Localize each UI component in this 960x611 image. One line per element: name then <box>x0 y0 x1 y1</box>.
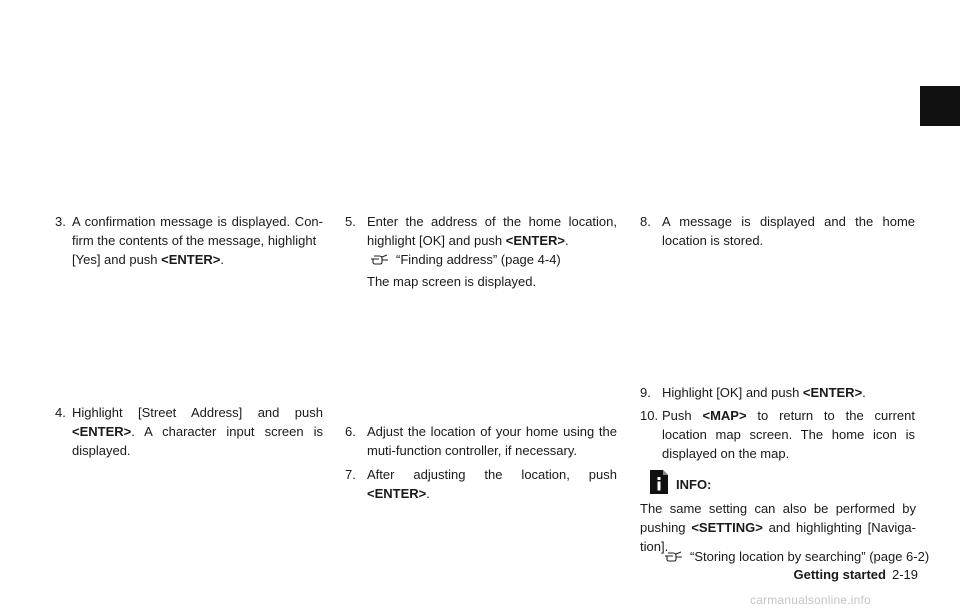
step-6 <box>345 422 617 460</box>
step-5 <box>345 212 617 250</box>
step-text: A message is displayed and the home <box>662 214 915 229</box>
step-text: Highlight [Street Address] and push <box>72 405 323 420</box>
step-text: Enter the address of the home location, <box>367 214 617 229</box>
step-text: Push <box>662 408 703 423</box>
step-text: [Yes] and push <box>72 252 162 267</box>
step-number: 8. <box>640 214 651 229</box>
watermark: carmanualsonline.info <box>750 593 871 607</box>
info-text: The same setting can also be performed by <box>640 501 916 516</box>
step-text: . <box>862 385 866 400</box>
enter-key-label: <ENTER> <box>161 252 221 267</box>
step-4 <box>55 403 323 460</box>
enter-key-label: <ENTER> <box>72 424 132 439</box>
chapter-tab <box>920 86 960 126</box>
page-number: 2-19 <box>891 567 918 582</box>
page-reference-text: “Storing location by searching” (page 6-2) <box>690 549 930 564</box>
step-text: A confirmation message is displayed. Con- <box>72 214 323 229</box>
step-text: location map screen. The home icon is <box>662 427 915 442</box>
step-text: firm the contents of the message, highlight <box>72 233 317 248</box>
step-text: highlight [OK] and push <box>367 233 506 248</box>
setting-key-label: <SETTING> <box>691 520 763 535</box>
page-footer <box>794 565 919 584</box>
step-text: displayed. <box>72 443 131 458</box>
section-title: Getting started <box>793 567 886 582</box>
step-3 <box>55 212 323 269</box>
step-number: 9. <box>640 385 651 400</box>
step-number: 5. <box>345 214 356 229</box>
step-10 <box>640 406 915 463</box>
page-reference[interactable] <box>370 250 561 269</box>
step-text: . <box>220 252 225 267</box>
step-9 <box>640 383 915 402</box>
enter-key-label: <ENTER> <box>802 385 863 400</box>
enter-key-label: <ENTER> <box>367 486 427 501</box>
step-text: . <box>565 233 569 248</box>
info-text: and highlighting [Naviga- <box>762 520 916 535</box>
step-text: to return to the current <box>746 408 915 423</box>
step-text: . A character input screen is <box>131 424 323 439</box>
info-text: tion]. <box>640 539 669 554</box>
step-number: 10. <box>640 408 659 423</box>
step-number: 7. <box>345 467 356 482</box>
info-text: pushing <box>640 520 692 535</box>
info-icon <box>650 470 668 494</box>
page-reference-text: “Finding address” (page 4-4) <box>396 252 561 267</box>
step-7 <box>345 465 617 503</box>
step-text: Adjust the location of your home using the <box>367 424 617 439</box>
map-key-label: <MAP> <box>702 408 747 423</box>
step-8 <box>640 212 915 250</box>
step-note: The map screen is displayed. <box>367 274 537 289</box>
step-text: location is stored. <box>662 233 764 248</box>
step-number: 4. <box>55 405 66 420</box>
pointing-hand-icon <box>370 253 390 265</box>
pointing-hand-icon <box>664 550 684 562</box>
step-text: displayed on the map. <box>662 446 790 461</box>
step-text: After adjusting the location, push <box>367 467 617 482</box>
step-text: Highlight [OK] and push <box>662 385 803 400</box>
enter-key-label: <ENTER> <box>505 233 566 248</box>
step-text: muti-function controller, if necessary. <box>367 443 578 458</box>
step-number: 6. <box>345 424 356 439</box>
info-title: INFO: <box>676 477 712 492</box>
page-reference[interactable] <box>664 547 929 566</box>
step-text: . <box>426 486 430 501</box>
step-number: 3. <box>55 214 66 229</box>
